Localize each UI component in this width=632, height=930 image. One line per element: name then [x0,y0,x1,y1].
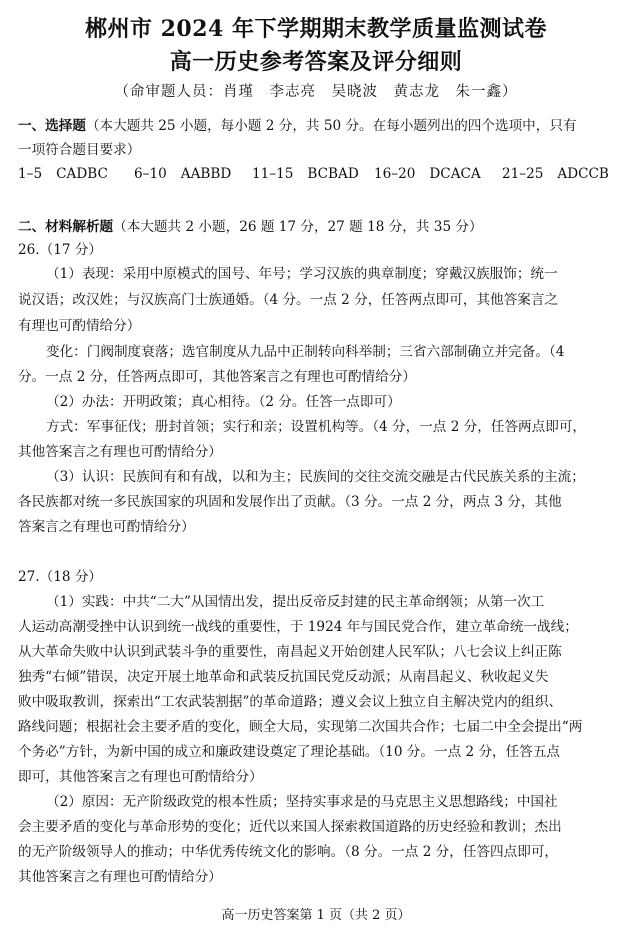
answer-group [374,166,481,182]
section1-desc: （本大题共 25 小题，每小题 2 分，共 50 分。在每小题列出的四个选项中，只有 [85,118,577,134]
q26-label: 26.（17 分） [18,242,103,258]
answer-range: 21–25 [502,166,544,182]
doc-subtitle: 高一历史参考答案及评分细则 [169,49,463,75]
section1-heading: 一、选择题 [18,118,86,134]
q26-line: 答案言之有理也可酌情给分） [18,519,195,535]
q27-line: 个务必”方针，为新中国的成立和廉政建设奠定了理论基础。（10 分。一点 2 分，任答五点 [18,744,561,760]
q27-line: 从大革命失败中认识到武装斗争的重要性，南昌起义开始创建人民军队；八七会议上纠正陈 [18,644,562,660]
answer-range: 16–20 [374,166,416,182]
q27-line: 的无产阶级领导人的推动；中华优秀传统文化的影响。（8 分。一点 2 分，任答四点即可， [18,844,559,860]
answer-range: 6–10 [134,166,167,182]
answer-group [252,166,359,182]
section2-desc: （本大题共 2 小题，26 题 17 分，27 题 18 分，共 35 分） [113,219,483,235]
section2-heading: 二、材料解析题 [18,219,114,235]
answer-letters: CADBC [56,166,108,182]
q27-line: 独秀“右倾”错误，决定开展土地革命和武装反抗国民党反动派；从南昌起义、秋收起义失 [18,669,549,685]
answer-range: 1–5 [18,166,43,182]
q27-line: （1）实践：中共“二大”从国情出发，提出反帝反封建的民主革命纲领；从第一次工 [46,594,545,610]
q26-line: 有理也可酌情给分） [18,318,141,334]
q27-line: 会主要矛盾的变化与革命形势的变化；近代以来国人探索救国道路的历史经验和教训；杰出 [18,819,562,835]
answer-letters: DCACA [429,166,481,182]
answer-group [134,166,231,182]
doc-title: 郴州市 2024 年下学期期末教学质量监测试卷 [84,16,548,42]
q27-line: 即可，其他答案言之有理也可酌情给分） [18,769,263,785]
answer-letters: AABBD [180,166,232,182]
section1-intro [18,117,577,135]
authors-line: （命审题人员：肖瑾 李志亮 吴晓波 黄志龙 朱一鑫） [114,84,518,100]
q26-line: （3）认识：民族间有和有战，以和为主；民族间的交往交流交融是古代民族关系的主流； [46,469,585,485]
answer-group [18,166,108,182]
q27-line: 人运动高潮受挫中认识到统一战线的重要性，于 1924 年与国民党合作，建立革命统一战线； [18,619,578,635]
q26-line: 其他答案言之有理也可酌情给分） [18,444,222,460]
page-footer: 高一历史答案第 1 页（共 2 页） [221,908,411,923]
q26-line: （1）表现：采用中原模式的国号、年号；学习汉族的典章制度；穿戴汉族服饰；统一 [46,266,558,282]
q27-line: 败中吸取教训，探索出“工农武装割据”的革命道路；遵义会议上独立自主解决党内的组织、 [18,694,563,710]
q26-line: 变化：门阀制度衰落；选官制度从九品中正制转向科举制；三省六部制确立并完备。（4 [46,344,565,360]
q26-line: （2）办法：开明政策；真心相待。（2 分。任答一点即可） [46,394,401,410]
q26-line: 各民族都对统一多民族国家的巩固和发展作出了贡献。（3 分。一点 2 分，两点 3 分，其他 [18,494,562,510]
q27-line: 其他答案言之有理也可酌情给分） [18,869,222,885]
answer-letters: ADCCB [557,166,609,182]
q27-line: 路线问题；根据社会主要矛盾的变化，顾全大局，实现第二次国共合作；七届二中全会提出“两 [18,719,583,735]
section2-intro [18,218,483,236]
q27-line: （2）原因：无产阶级政党的根本性质；坚持实事求是的马克思主义思想路线；中国社 [46,794,558,810]
answer-range: 11–15 [252,166,294,182]
q26-line: 说汉语；改汉姓；与汉族高门士族通婚。（4 分。一点 2 分，任答两点即可，其他答案言之 [18,292,559,308]
section1-desc-2: 一项符合题目要求） [18,142,141,158]
q26-line: 分。一点 2 分，任答两点即可，其他答案言之有理也可酌情给分） [18,369,416,385]
q26-line: 方式：军事征伐；册封首领；实行和亲；设置机构等。（4 分，一点 2 分，任答两点即可， [46,419,587,435]
answer-letters: BCBAD [307,166,359,182]
answer-group [502,166,609,182]
q27-label: 27.（18 分） [18,569,103,585]
